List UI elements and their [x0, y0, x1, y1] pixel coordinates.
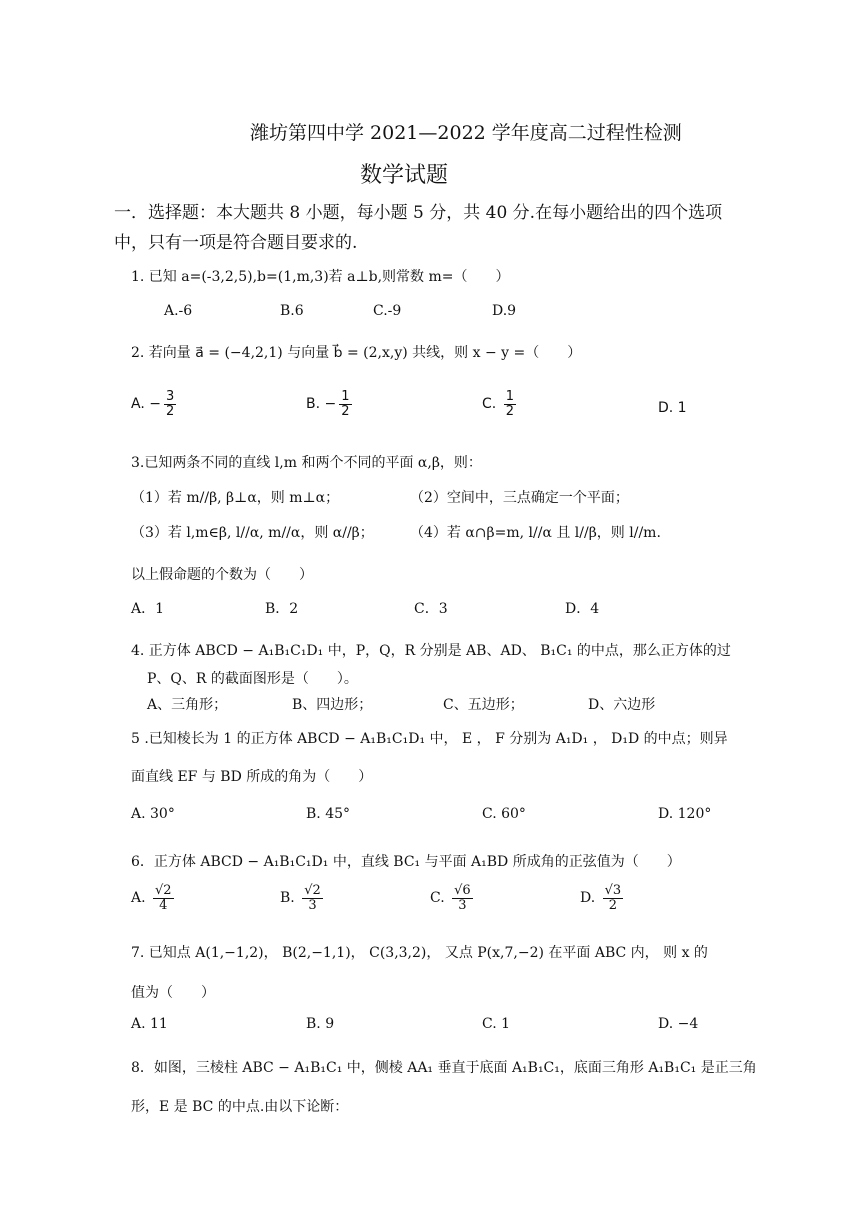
question-5-option-b: B. 45°	[306, 806, 351, 822]
question-2-option-d: D. 1	[658, 400, 687, 416]
question-3-option-a: A．1	[131, 601, 165, 617]
question-5-line1: 5 .已知棱长为 1 的正方体 ABCD − A₁B₁C₁D₁ 中， E ， F 分别为 A₁D₁ ， D₁D 的中点；则异	[131, 731, 728, 747]
question-1-option-d: D.9	[492, 303, 517, 319]
exam-subtitle: 数学试题	[360, 163, 449, 188]
question-7-option-c: C. 1	[482, 1016, 511, 1032]
question-1-option-b: B.6	[280, 303, 304, 319]
section-intro-line2: 中，只有一项是符合题目要求的.	[114, 233, 358, 253]
question-6-option-d: D. $\frac{√3}{2}$	[580, 883, 622, 913]
question-1-stem: 1. 已知 a=(-3,2,5),b=(1,m,3)若 a⊥b,则常数 m=（ ）	[131, 269, 510, 285]
question-4-option-d: D、六边形	[588, 697, 656, 713]
question-3-option-c: C．3	[414, 601, 448, 617]
question-4-line1: 4. 正方体 ABCD − A₁B₁C₁D₁ 中，P，Q，R 分别是 AB、AD、 B₁C₁ 的中点，那么正方体的过	[131, 643, 731, 659]
section-intro-line1: 一．选择题：本大题共 8 小题，每小题 5 分，共 40 分.在每小题给出的四个选项	[114, 203, 723, 223]
question-6-option-a: A. $\frac{√2}{4}$	[131, 883, 172, 913]
question-3-option-d: D．4	[565, 601, 600, 617]
question-2-option-c: C. $\frac{1}{2}$	[482, 389, 514, 419]
question-3-statement-3: （3）若 l,m∈β, l//α, m//α，则 α//β；	[131, 525, 374, 541]
question-4-line2: P、Q、R 的截面图形是（ ）。	[147, 671, 358, 687]
question-3-statement-2: （2）空间中，三点确定一个平面；	[410, 490, 629, 506]
question-5-option-a: A. 30°	[131, 806, 175, 822]
question-5-option-c: C. 60°	[482, 806, 526, 822]
question-7-option-a: A. 11	[131, 1016, 168, 1032]
question-4-option-c: C、五边形；	[443, 697, 524, 713]
question-6-stem: 6．正方体 ABCD − A₁B₁C₁D₁ 中，直线 BC₁ 与平面 A₁BD 所成角的正弦值为（ ）	[131, 854, 681, 870]
question-2-stem: 2. 若向量 a⃗ = (−4,2,1) 与向量 b⃗ = (2,x,y) 共线，则 x − y =（ ）	[131, 345, 582, 361]
question-3-statement-1: （1）若 m//β, β⊥α，则 m⊥α；	[131, 490, 340, 506]
question-4-option-a: A、三角形；	[147, 697, 228, 713]
question-6-option-c: C. $\frac{√6}{3}$	[430, 883, 471, 913]
question-8-line2: 形，E 是 BC 的中点.由以下论断：	[131, 1099, 349, 1115]
question-3-option-b: B．2	[265, 601, 299, 617]
question-4-option-b: B、四边形；	[292, 697, 373, 713]
question-2-option-b: B. − $\frac{1}{2}$	[306, 389, 350, 419]
question-3-ask: 以上假命题的个数为（ ）	[131, 567, 313, 583]
question-8-line1: 8．如图，三棱柱 ABC − A₁B₁C₁ 中，侧棱 AA₁ 垂直于底面 A₁B₁C₁，底面三角形 A₁B₁C₁ 是正三角	[131, 1060, 757, 1076]
question-7-option-b: B. 9	[306, 1016, 335, 1032]
question-6-option-b: B. $\frac{√2}{3}$	[280, 883, 321, 913]
question-5-line2: 面直线 EF 与 BD 所成的角为（ ）	[131, 769, 373, 785]
question-3-statement-4: （4）若 α∩β=m, l//α 且 l//β，则 l//m.	[410, 525, 661, 541]
question-7-option-d: D. −4	[658, 1016, 699, 1032]
question-3-stem: 3.已知两条不同的直线 l,m 和两个不同的平面 α,β，则：	[131, 455, 482, 471]
question-5-option-d: D. 120°	[658, 806, 712, 822]
question-7-line2: 值为（ ）	[131, 985, 215, 1001]
question-1-option-c: C.-9	[373, 303, 402, 319]
question-2-option-a: A. − $\frac{3}{2}$	[131, 389, 175, 419]
exam-title: 潍坊第四中学 2021—2022 学年度高二过程性检测	[250, 122, 682, 144]
question-1-option-a: A.-6	[164, 303, 193, 319]
question-7-line1: 7. 已知点 A(1,−1,2)， B(2,−1,1)， C(3,3,2)， 又点 P(x,7,−2) 在平面 ABC 内， 则 x 的	[131, 945, 708, 961]
